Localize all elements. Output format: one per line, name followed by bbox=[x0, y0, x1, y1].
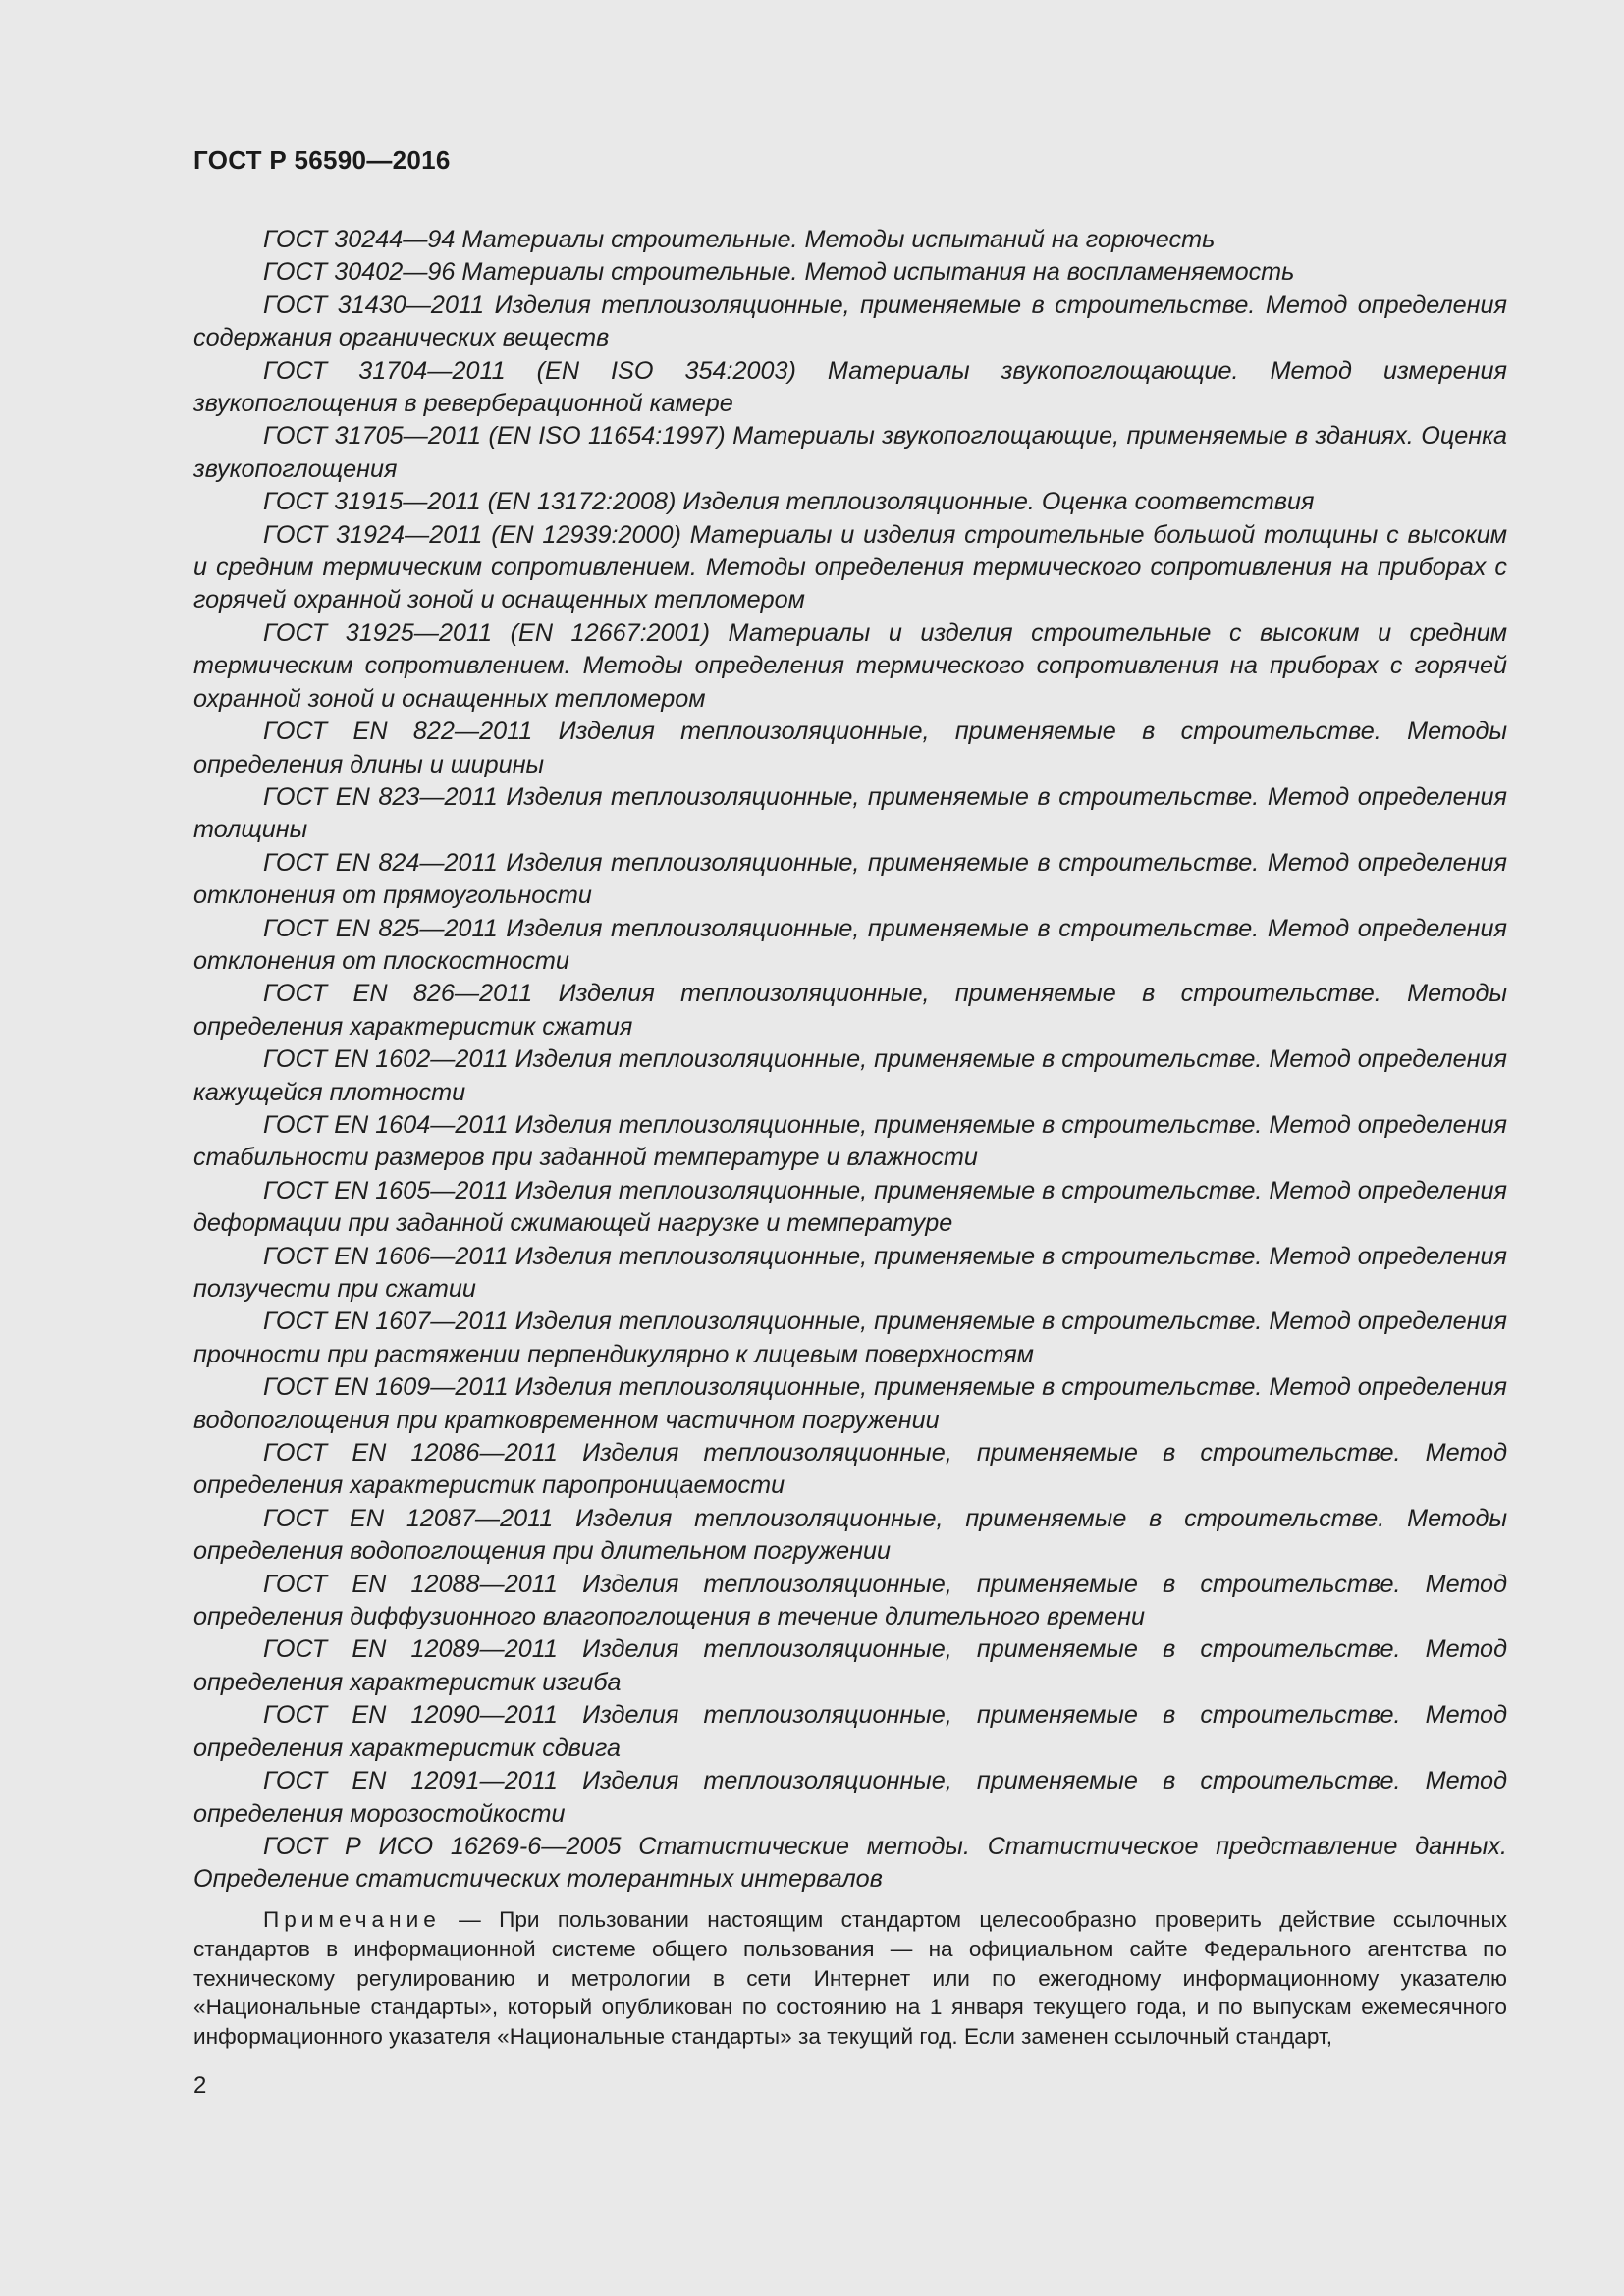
reference-item: ГОСТ EN 826—2011 Изделия теплоизоляционные, применяемые в строительстве. Методы определения характеристик сжатия bbox=[193, 980, 1507, 1041]
reference-item: ГОСТ EN 822—2011 Изделия теплоизоляционные, применяемые в строительстве. Методы определения длины и ширины bbox=[193, 718, 1507, 778]
reference-item: ГОСТ EN 12089—2011 Изделия теплоизоляционные, применяемые в строительстве. Метод определения характеристик изгиба bbox=[193, 1635, 1507, 1696]
reference-item: ГОСТ 31704—2011 (EN ISO 354:2003) Материалы звукопоглощающие. Метод измерения звукопоглощения в реверберационной камере bbox=[193, 356, 1507, 418]
reference-item: ГОСТ EN 12090—2011 Изделия теплоизоляционные, применяемые в строительстве. Метод определения характеристик сдвига bbox=[193, 1701, 1507, 1762]
reference-item: ГОСТ 30244—94 Материалы строительные. Методы испытаний на горючесть bbox=[263, 226, 1216, 253]
reference-item: ГОСТ 31705—2011 (EN ISO 11654:1997) Материалы звукопоглощающие, применяемые в зданиях. Оценка звукопоглощения bbox=[193, 422, 1507, 483]
reference-item: ГОСТ EN 1602—2011 Изделия теплоизоляционные, применяемые в строительстве. Метод определения кажущейся плотности bbox=[193, 1045, 1507, 1106]
reference-item: ГОСТ EN 1604—2011 Изделия теплоизоляционные, применяемые в строительстве. Метод определения стабильности размеров при заданной температуре и влажности bbox=[193, 1110, 1507, 1172]
reference-item: ГОСТ EN 12091—2011 Изделия теплоизоляционные, применяемые в строительстве. Метод определения морозостойкости bbox=[193, 1767, 1507, 1828]
reference-item: ГОСТ EN 1607—2011 Изделия теплоизоляционные, применяемые в строительстве. Метод определения прочности при растяжении перпендикулярно к лицевым поверхностям bbox=[193, 1308, 1507, 1368]
note-label: Примечание bbox=[263, 1907, 441, 1932]
reference-item: ГОСТ 31925—2011 (EN 12667:2001) Материалы и изделия строительные с высоким и средним термическим сопротивлением. Методы определения термического сопротивления на приборах с горячей охранной зоной и оснащенных тепломером bbox=[193, 618, 1507, 713]
reference-item: ГОСТ EN 12086—2011 Изделия теплоизоляционные, применяемые в строительстве. Метод определения характеристик паропроницаемости bbox=[193, 1439, 1507, 1500]
document-header: ГОСТ Р 56590—2016 bbox=[193, 145, 451, 175]
page-number: 2 bbox=[193, 2072, 207, 2099]
reference-item: ГОСТ Р ИСО 16269-6—2005 Статистические методы. Статистическое представление данных. Определение статистических толерантных интервалов bbox=[193, 1832, 1507, 1894]
reference-item: ГОСТ EN 824—2011 Изделия теплоизоляционные, применяемые в строительстве. Метод определения отклонения от прямоугольности bbox=[193, 848, 1507, 910]
note-paragraph bbox=[193, 1905, 1507, 2052]
reference-item: ГОСТ 31924—2011 (EN 12939:2000) Материалы и изделия строительные большой толщины с высоким и средним термическим сопротивлением. Методы определения термического сопротивления на приборах с горячей охранной зоной и оснащенных тепломером bbox=[193, 520, 1507, 614]
note-text: — При пользовании настоящим стандартом целесообразно проверить действие ссылочных стандартов в информационной системе общего пользования — на официальном сайте Федерального агентства по техническому регулированию и метрологии в сети Интернет или по ежегодному информационному указателю «Национальные стандарты», который опубликован по состоянию на 1 января текущего года, и по выпускам ежемесячного информационного указателя «Национальные стандарты» за текущий год. Если заменен ссылочный стандарт, bbox=[193, 1907, 1507, 2050]
reference-item: ГОСТ 31430—2011 Изделия теплоизоляционные, применяемые в строительстве. Метод определения содержания органических веществ bbox=[193, 291, 1507, 352]
reference-item: ГОСТ EN 1609—2011 Изделия теплоизоляционные, применяемые в строительстве. Метод определения водопоглощения при кратковременном частичном погружении bbox=[193, 1373, 1507, 1434]
reference-item: ГОСТ EN 1605—2011 Изделия теплоизоляционные, применяемые в строительстве. Метод определения деформации при заданной сжимающей нагрузке и температуре bbox=[193, 1176, 1507, 1238]
note-block bbox=[193, 1905, 1507, 2052]
reference-item: ГОСТ 30402—96 Материалы строительные. Метод испытания на воспламеняемость bbox=[263, 258, 1295, 287]
reference-item: ГОСТ EN 12087—2011 Изделия теплоизоляционные, применяемые в строительстве. Методы определения водопоглощения при длительном погружении bbox=[193, 1504, 1507, 1566]
reference-item: ГОСТ EN 1606—2011 Изделия теплоизоляционные, применяемые в строительстве. Метод определения ползучести при сжатии bbox=[193, 1242, 1507, 1303]
reference-item: ГОСТ EN 825—2011 Изделия теплоизоляционные, применяемые в строительстве. Метод определения отклонения от плоскостности bbox=[193, 914, 1507, 975]
reference-item: ГОСТ EN 823—2011 Изделия теплоизоляционные, применяемые в строительстве. Метод определения толщины bbox=[193, 782, 1507, 844]
reference-item: ГОСТ EN 12088—2011 Изделия теплоизоляционные, применяемые в строительстве. Метод определения диффузионного влагопоглощения в течение длительного времени bbox=[193, 1570, 1507, 1631]
normative-references-list bbox=[193, 224, 1507, 1896]
reference-item: ГОСТ 31915—2011 (EN 13172:2008) Изделия теплоизоляционные. Оценка соответствия bbox=[263, 488, 1315, 516]
